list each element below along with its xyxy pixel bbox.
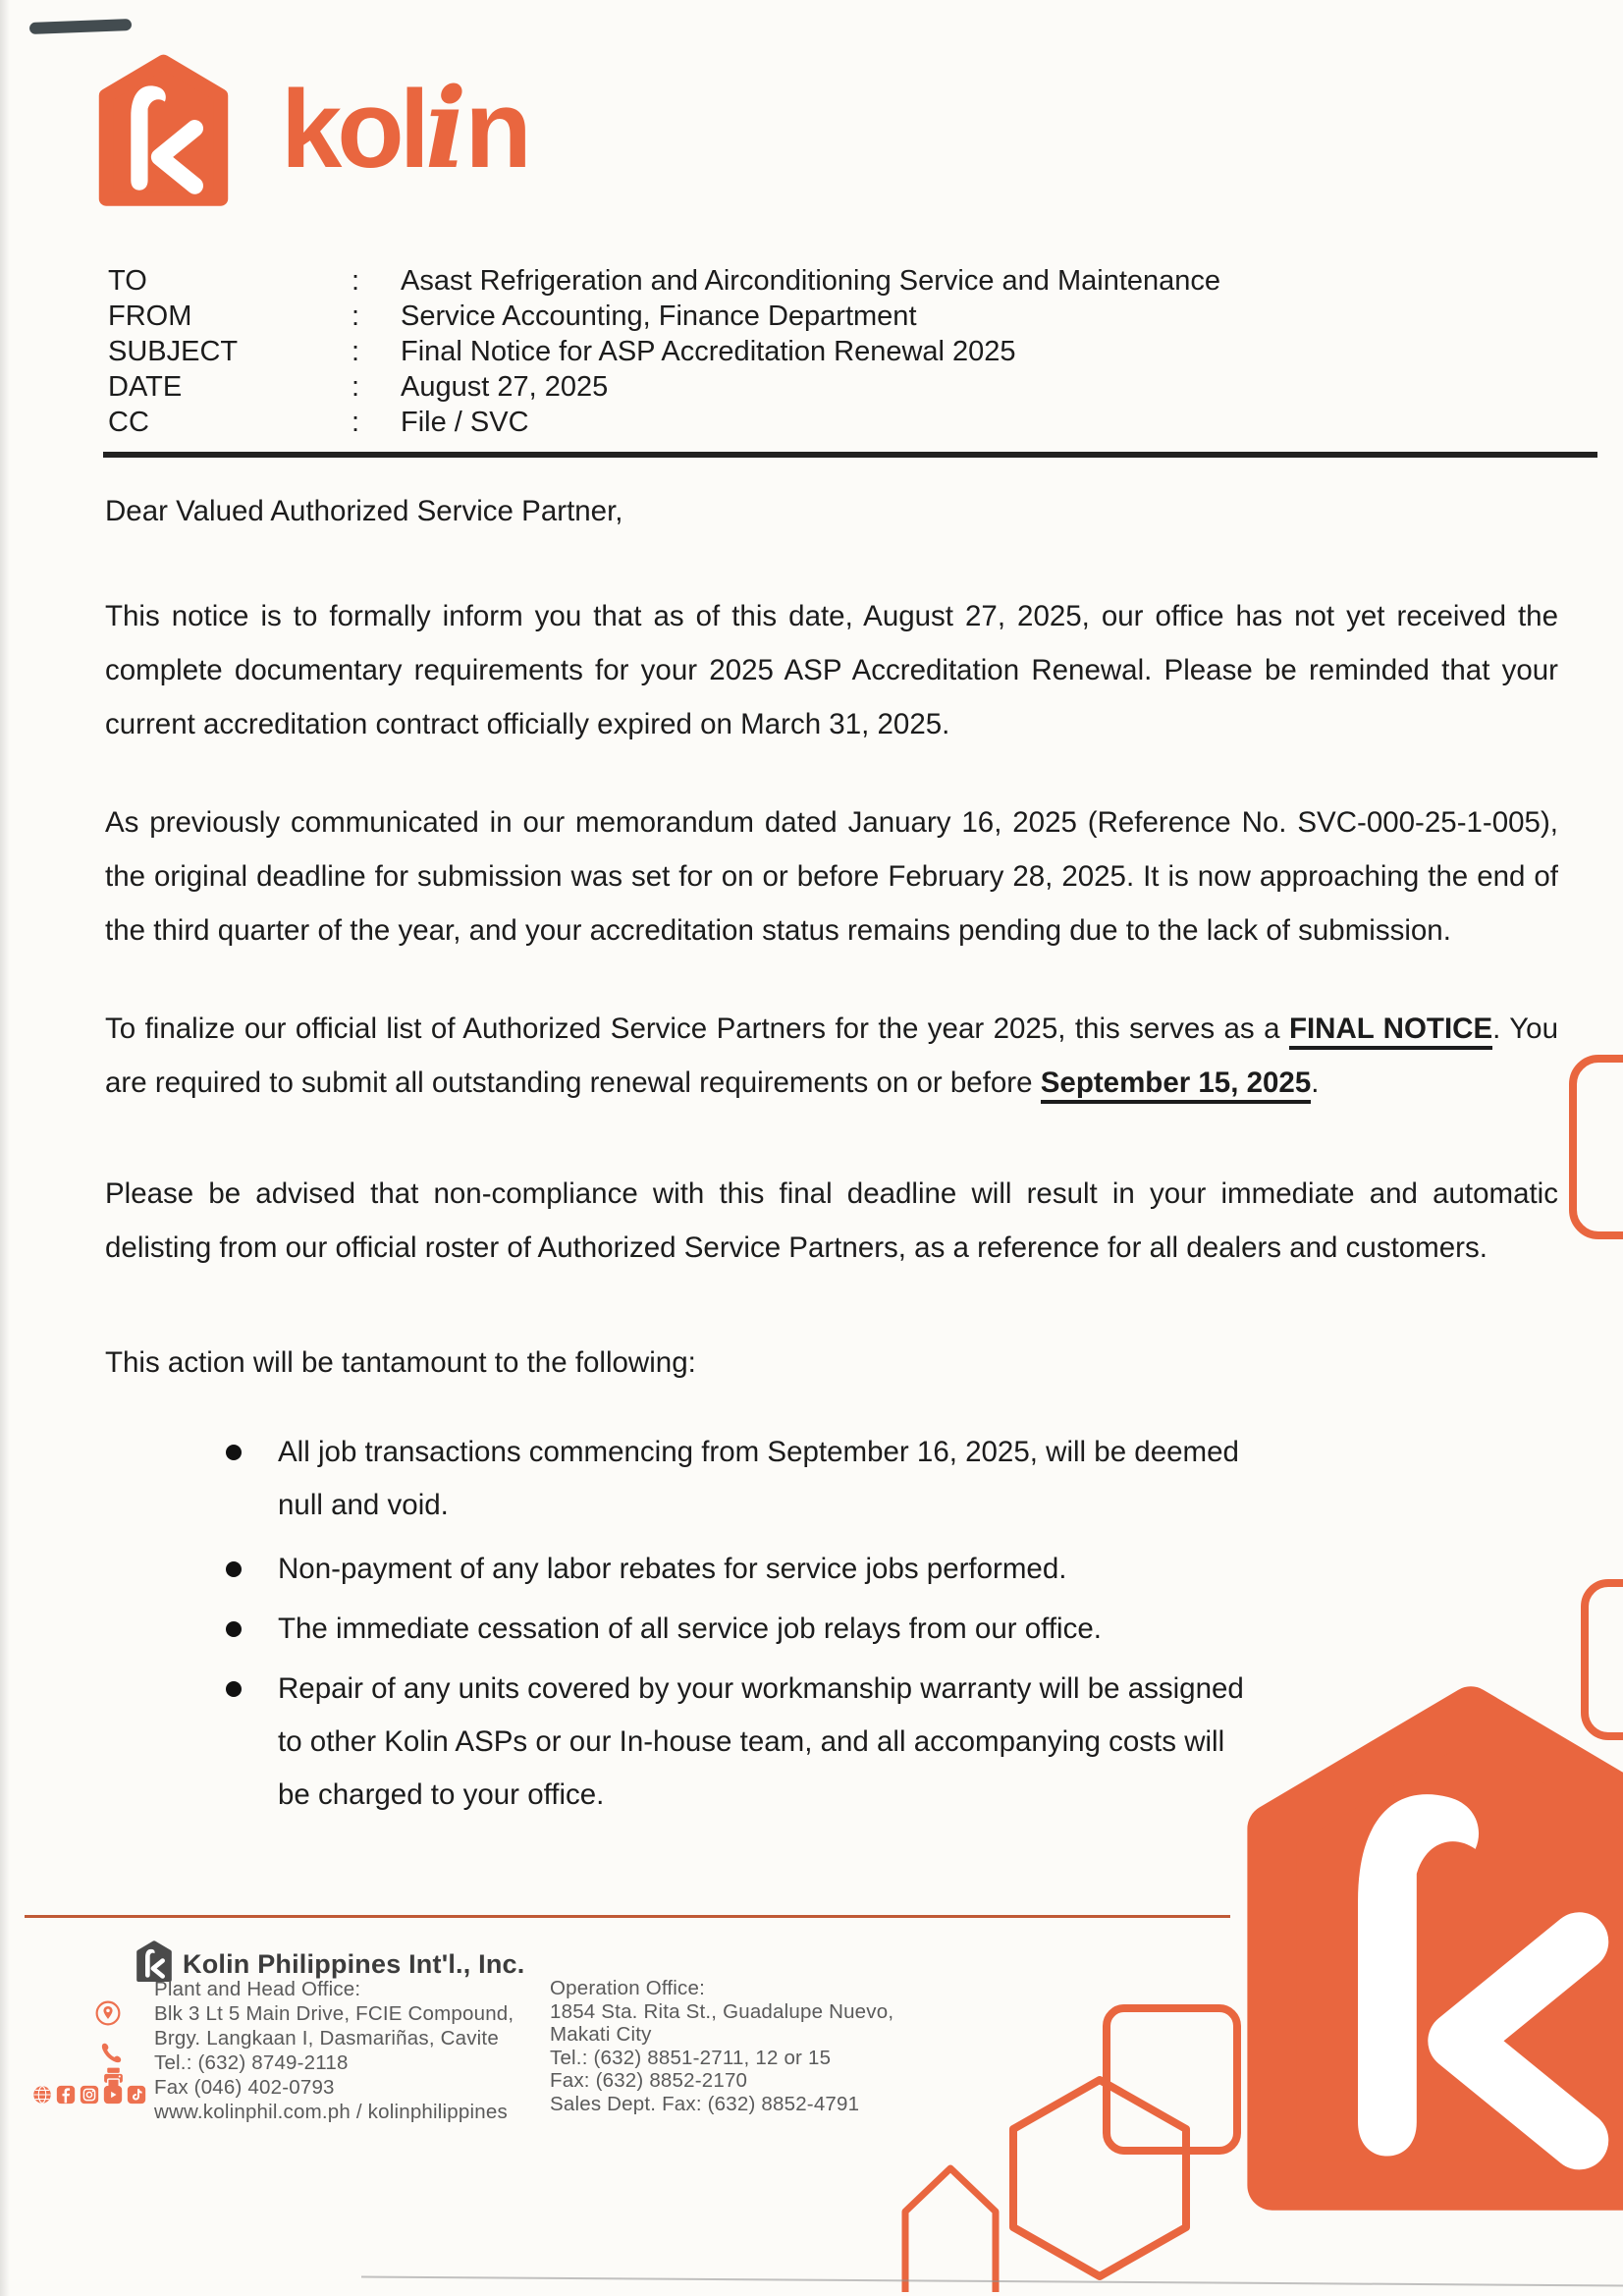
- bullet-dot: [226, 1445, 242, 1460]
- meta-row-from: [108, 299, 1220, 334]
- kolin-watermark-badge: [1272, 1712, 1623, 2186]
- bullet-text: All job transactions commencing from September 16, 2025, will be deemed null and void.: [278, 1436, 1239, 1521]
- list-intro: This action will be tantamount to the following:: [105, 1346, 696, 1379]
- youtube-icon: [103, 2085, 123, 2105]
- bullet-dot: [226, 1621, 242, 1637]
- kolin-house-icon: [98, 54, 229, 213]
- wordmark-n: n: [464, 68, 527, 191]
- outline-house-bottom: [905, 2168, 996, 2292]
- paragraph-2: As previously communicated in our memorandum dated January 16, 2025 (Reference No. SVC-000-25-1-005), the original deadline for submission was set for on or before February 28, 2025. It is now approaching the end of the third quarter of the year, and your accreditation status remains pending due to the lack of submission.: [105, 806, 1558, 947]
- bullet-text: The immediate cessation of all service job relays from our office.: [278, 1613, 1102, 1645]
- meta-label: DATE: [108, 371, 183, 403]
- final-notice-emphasis: FINAL NOTICE: [1289, 1012, 1492, 1050]
- paragraph-3: [105, 1002, 1558, 1110]
- meta-row-subject: [108, 334, 1220, 369]
- location-pin-icon: [95, 2000, 121, 2026]
- bullet-text: Non-payment of any labor rebates for service jobs performed.: [278, 1553, 1067, 1585]
- paragraph-4: Please be advised that non-compliance with this final deadline will result in your immediate and automatic delisting from our official roster of Authorized Service Partners, as a reference for all dealers and customers.: [105, 1177, 1558, 1264]
- operation-office-fax: Fax: (632) 8852-2170: [550, 2069, 748, 2092]
- meta-separator: :: [352, 301, 360, 332]
- meta-value: Service Accounting, Finance Department: [401, 301, 917, 332]
- wordmark-i: i: [424, 65, 465, 193]
- scan-staple-mark: [29, 19, 132, 34]
- meta-value: Final Notice for ASP Accreditation Renewal 2025: [401, 336, 1016, 367]
- meta-value: File / SVC: [401, 407, 529, 438]
- header-divider-rule: [103, 452, 1597, 458]
- deadline-date-emphasis: September 15, 2025: [1041, 1066, 1312, 1104]
- footer-divider-rule: [25, 1915, 1230, 1918]
- instagram-icon: [80, 2085, 99, 2105]
- head-office-title: Plant and Head Office:: [154, 1978, 361, 2000]
- outline-square-right-upper: [1573, 1059, 1623, 1235]
- meta-separator: :: [352, 265, 360, 297]
- kolin-wordmark: [281, 65, 527, 193]
- meta-separator: :: [352, 407, 360, 438]
- bullet-dot: [226, 1561, 242, 1577]
- phone-icon: [99, 2041, 124, 2065]
- social-icons-row: [32, 2085, 146, 2105]
- paragraph-3-text: To finalize our official list of Authorized Service Partners for the year 2025, this serves as a: [105, 1012, 1289, 1045]
- operation-office-address1: 1854 Sta. Rita St., Guadalupe Nuevo,: [550, 1999, 894, 2023]
- meta-label: TO: [108, 265, 147, 297]
- operation-office-title: Operation Office:: [550, 1977, 705, 1999]
- meta-row-date: [108, 369, 1220, 405]
- head-office-web: www.kolinphil.com.ph / kolinphilippines: [154, 2101, 508, 2123]
- list-item: [278, 1426, 1265, 1532]
- paragraph-1: This notice is to formally inform you that as of this date, August 27, 2025, our office has not yet received the complete documentary requirements for your 2025 ASP Accreditation Renewal. Please be reminded that your current accreditation contract officially expired on March 31, 2025.: [105, 600, 1558, 740]
- head-office-tel: Tel.: (632) 8749-2118: [154, 2051, 349, 2074]
- meta-value: August 27, 2025: [401, 371, 609, 403]
- operation-office-address2: Makati City: [550, 2023, 652, 2046]
- list-item: [278, 1543, 1265, 1596]
- list-item: [278, 1603, 1265, 1656]
- wordmark-kol: kol: [281, 68, 425, 191]
- bullet-text: Repair of any units covered by your workmanship warranty will be assigned to other Kolin ASPs or our In-house team, and all accompanying costs will be charged to your office.: [278, 1672, 1244, 1811]
- paragraph-3-text: . You are required to submit all outstanding renewal requirements on or before: [105, 1012, 1558, 1099]
- salutation: Dear Valued Authorized Service Partner,: [105, 495, 623, 527]
- footer-head-office-column: [154, 1977, 514, 2124]
- outline-square-right-lower: [1585, 1583, 1623, 1736]
- footer-operation-office-column: [550, 1977, 893, 2115]
- outline-hexagon-bottom: [1013, 2080, 1186, 2276]
- scan-edge-shadow: [0, 0, 10, 2296]
- meta-label: FROM: [108, 301, 192, 332]
- paragraph-3-text: .: [1311, 1066, 1320, 1099]
- outline-square-bottom: [1107, 2008, 1237, 2151]
- meta-row-cc: [108, 405, 1220, 440]
- scan-bottom-edge: [361, 2275, 1623, 2286]
- meta-label: SUBJECT: [108, 336, 239, 367]
- facebook-icon: [56, 2085, 76, 2105]
- meta-value: Asast Refrigeration and Airconditioning Service and Maintenance: [401, 265, 1221, 297]
- head-office-address2: Brgy. Langkaan I, Dasmariñas, Cavite: [154, 2027, 499, 2050]
- tiktok-icon: [127, 2085, 146, 2105]
- bullet-dot: [226, 1681, 242, 1697]
- operation-office-tel: Tel.: (632) 8851-2711, 12 or 15: [550, 2046, 832, 2069]
- head-office-address1: Blk 3 Lt 5 Main Drive, FCIE Compound,: [154, 2002, 514, 2025]
- consequences-list: [278, 1426, 1265, 1829]
- meta-separator: :: [352, 336, 360, 367]
- meta-separator: :: [352, 371, 360, 403]
- footer-company-name: Kolin Philippines Int'l., Inc.: [183, 1949, 525, 1979]
- website-globe-icon: [32, 2085, 52, 2105]
- operation-office-sales-fax: Sales Dept. Fax: (632) 8852-4791: [550, 2092, 860, 2115]
- meta-row-to: [108, 263, 1220, 299]
- memo-header-block: [108, 263, 1220, 440]
- list-item: [278, 1663, 1265, 1822]
- head-office-fax: Fax (046) 402-0793: [154, 2076, 335, 2099]
- meta-label: CC: [108, 407, 149, 438]
